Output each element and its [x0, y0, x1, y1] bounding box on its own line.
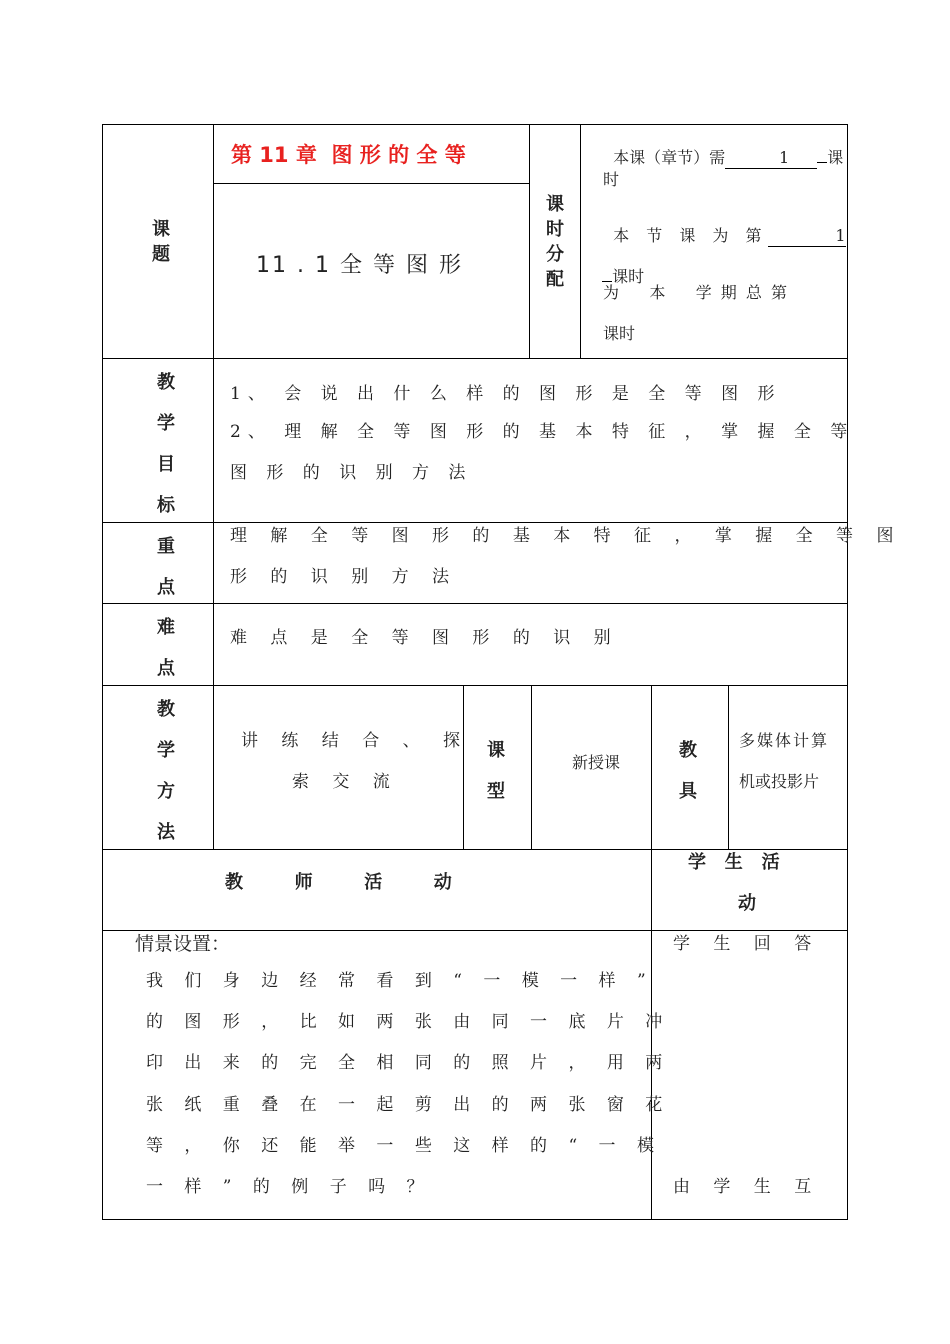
row-divider [102, 930, 848, 931]
method-line-2: 索 交 流 [292, 772, 399, 792]
objective-3: 图 形 的 识 别 方 法 [230, 463, 473, 483]
student-activity-header-1: 学 生 活 [688, 852, 780, 873]
col-divider [531, 685, 532, 850]
difficulty-text: 难 点 是 全 等 图 形 的 识 别 [230, 628, 620, 648]
hours-underline-lead [602, 281, 612, 282]
student-activity-header-2: 动 [738, 893, 756, 914]
hours-line-4-text: 课时 [612, 267, 645, 286]
col-divider [580, 124, 581, 359]
tools-line-1: 多媒体计算 [739, 731, 830, 750]
col-divider [728, 685, 729, 850]
col-divider [529, 124, 530, 359]
col-divider [213, 124, 214, 850]
objective-1: 1、 会 说 出 什 么 样 的 图 形 是 全 等 图 形 [230, 384, 782, 404]
type-value: 新授课 [572, 753, 621, 772]
col-divider [463, 685, 464, 850]
method-label: 教学方法 [157, 699, 175, 843]
lesson-title: 11 . 1 全 等 图 形 [256, 253, 463, 278]
tools-label: 教具 [679, 740, 697, 802]
hours-line-3-prefix: 本 节 课 为 第 [613, 226, 768, 245]
topic-label: 课题 [152, 219, 170, 265]
hours-value-1 [725, 148, 817, 169]
key-points-label: 重点 [157, 536, 175, 598]
hours-line-4 [592, 247, 644, 287]
key-points-line-2: 形 的 识 别 方 法 [230, 567, 459, 587]
teacher-line: 等 ， 你 还 能 举 一 些 这 样 的 “ 一 模 [146, 1136, 662, 1156]
teacher-line: 一 样 ” 的 例 子 吗 ？ [146, 1177, 432, 1197]
hours-line-6: 课时 [603, 324, 636, 343]
key-points-line-1: 理 解 全 等 图 形 的 基 本 特 征 ， 掌 握 全 等 图 [230, 526, 903, 546]
teacher-line: 我 们 身 边 经 常 看 到 “ 一 模 一 样 ” [146, 971, 654, 991]
hours-value-3 [768, 226, 846, 247]
table-border-bottom [102, 1219, 848, 1220]
section-title: 情景设置： [135, 933, 231, 955]
table-border-left [102, 124, 103, 1220]
objective-2: 2、 理 解 全 等 图 形 的 基 本 特 征 ， 掌 握 全 等 [230, 422, 855, 442]
hours-line-1 [603, 128, 843, 169]
teacher-line: 印 出 来 的 完 全 相 同 的 照 片 ， 用 两 [146, 1053, 671, 1073]
row-divider [213, 183, 530, 184]
method-line-1: 讲 练 结 合 、 探 [241, 731, 470, 751]
student-activity-line-2: 由 学 生 互 [673, 1177, 821, 1197]
tools-line-2: 机或投影片 [739, 772, 820, 791]
difficulty-label: 难点 [157, 617, 175, 679]
student-activity-line-1: 学 生 回 答 [673, 934, 821, 954]
hours-label: 课时分配 [546, 194, 564, 290]
objectives-label: 教学目标 [157, 372, 175, 516]
teacher-line: 张 纸 重 叠 在 一 起 剪 出 的 两 张 窗 花 [146, 1095, 671, 1115]
hours-line-3 [603, 206, 846, 247]
hours-underline-tail [817, 162, 827, 163]
chapter-title: 第 11 章 图 形 的 全 等 [231, 143, 466, 167]
hours-line-1-prefix: 本课（章节）需 [613, 148, 726, 167]
type-label: 课型 [487, 740, 505, 802]
hours-line-2: 时 [603, 170, 620, 189]
hours-value-3-text: 1 [835, 226, 846, 245]
teacher-activity-header: 教 师 活 动 [225, 872, 454, 893]
table-border-right [847, 124, 848, 1220]
teacher-line: 的 图 形 ， 比 如 两 张 由 同 一 底 片 冲 [146, 1012, 671, 1032]
hours-line-1-suffix: 课 [827, 148, 844, 167]
hours-value-1-text: 1 [779, 148, 790, 167]
hours-line-5: 为 本 学 期 总 第 [603, 283, 789, 302]
